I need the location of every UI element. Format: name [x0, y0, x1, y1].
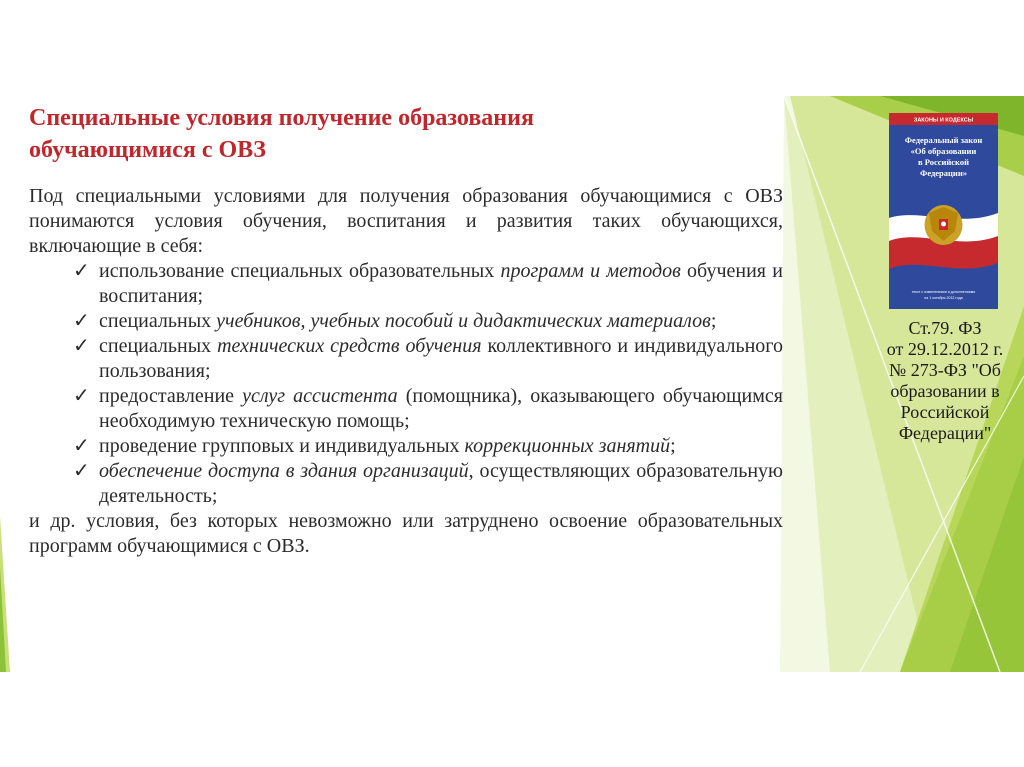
caption-line: от 29.12.2012 г.: [886, 339, 1004, 359]
list-item: [29, 259, 783, 309]
checkmark-icon: ✓: [73, 260, 90, 282]
item-text: , осуществляющих образовательную деятельность;: [99, 460, 784, 507]
coat-of-arms-icon: [925, 205, 963, 245]
item-italic: услуг ассистента: [242, 385, 398, 407]
book-title-line: в Российской: [918, 157, 969, 167]
intro-paragraph: Под специальными условиями для получения образования обучающимися с ОВЗ понимаются условия обучения, воспитания и развития таких обучающихся, включающие в себя:: [29, 185, 783, 257]
item-text: предоставление: [99, 385, 243, 407]
slide: [0, 96, 1024, 672]
checkmark-icon: ✓: [73, 335, 90, 357]
book-footer-line: на 1 октября 2012 года: [924, 296, 963, 300]
caption-line: Российской: [900, 402, 990, 422]
book-title-line: «Об образовании: [910, 146, 977, 156]
caption-line: Ст.79. ФЗ: [908, 318, 982, 338]
item-text: специальных: [99, 335, 218, 357]
list-item: [29, 459, 783, 509]
caption-line: образовании в: [890, 381, 1000, 401]
item-text: коллективного и индивидуального пользования;: [99, 335, 783, 382]
item-italic: технических средств обучения: [217, 335, 482, 357]
item-text: обучения и воспитания;: [99, 260, 783, 307]
book-footer-line: текст с изменениями и дополнениями: [911, 290, 976, 294]
slide-body: [29, 184, 783, 559]
closing-paragraph: и др. условия, без которых невозможно или затруднено освоение образовательных программ обучающимися с ОВЗ.: [29, 510, 783, 557]
law-reference-caption: [870, 318, 1020, 444]
item-text: использование специальных образовательных: [99, 260, 501, 282]
item-text: проведение групповых и индивидуальных: [99, 435, 465, 457]
book-series-label: ЗАКОНЫ И КОДЕКСЫ: [913, 117, 974, 124]
list-item: [29, 309, 783, 334]
caption-line: № 273-ФЗ "Об: [889, 360, 1001, 380]
slide-title: [29, 102, 769, 166]
caption-line: Федерации": [898, 423, 992, 443]
item-text: специальных: [99, 310, 217, 332]
list-item: [29, 434, 783, 459]
list-item: [29, 384, 783, 434]
checkmark-icon: ✓: [73, 460, 90, 482]
title-line-2: обучающимися с ОВЗ: [29, 137, 266, 163]
law-book-cover: [889, 113, 998, 309]
book-title-line: Федеральный закон: [904, 135, 983, 145]
item-italic: коррекционных занятий: [464, 435, 671, 457]
checkmark-icon: ✓: [73, 385, 90, 407]
item-italic: программ и методов: [500, 260, 681, 282]
checkmark-icon: ✓: [73, 435, 90, 457]
title-line-1: Специальные условия получение образования: [29, 105, 534, 131]
item-italic: учебников, учебных пособий и дидактических материалов: [216, 310, 711, 332]
conditions-list: [29, 259, 783, 509]
item-text: (помощника), оказывающего обучающимся необходимую техническую помощь;: [99, 385, 783, 432]
item-text: ;: [710, 310, 717, 332]
checkmark-icon: ✓: [73, 310, 90, 332]
item-text: ;: [670, 435, 676, 457]
book-title-line: Федерации»: [920, 168, 967, 178]
list-item: [29, 334, 783, 384]
item-italic: обеспечение доступа в здания организаций: [99, 460, 469, 482]
